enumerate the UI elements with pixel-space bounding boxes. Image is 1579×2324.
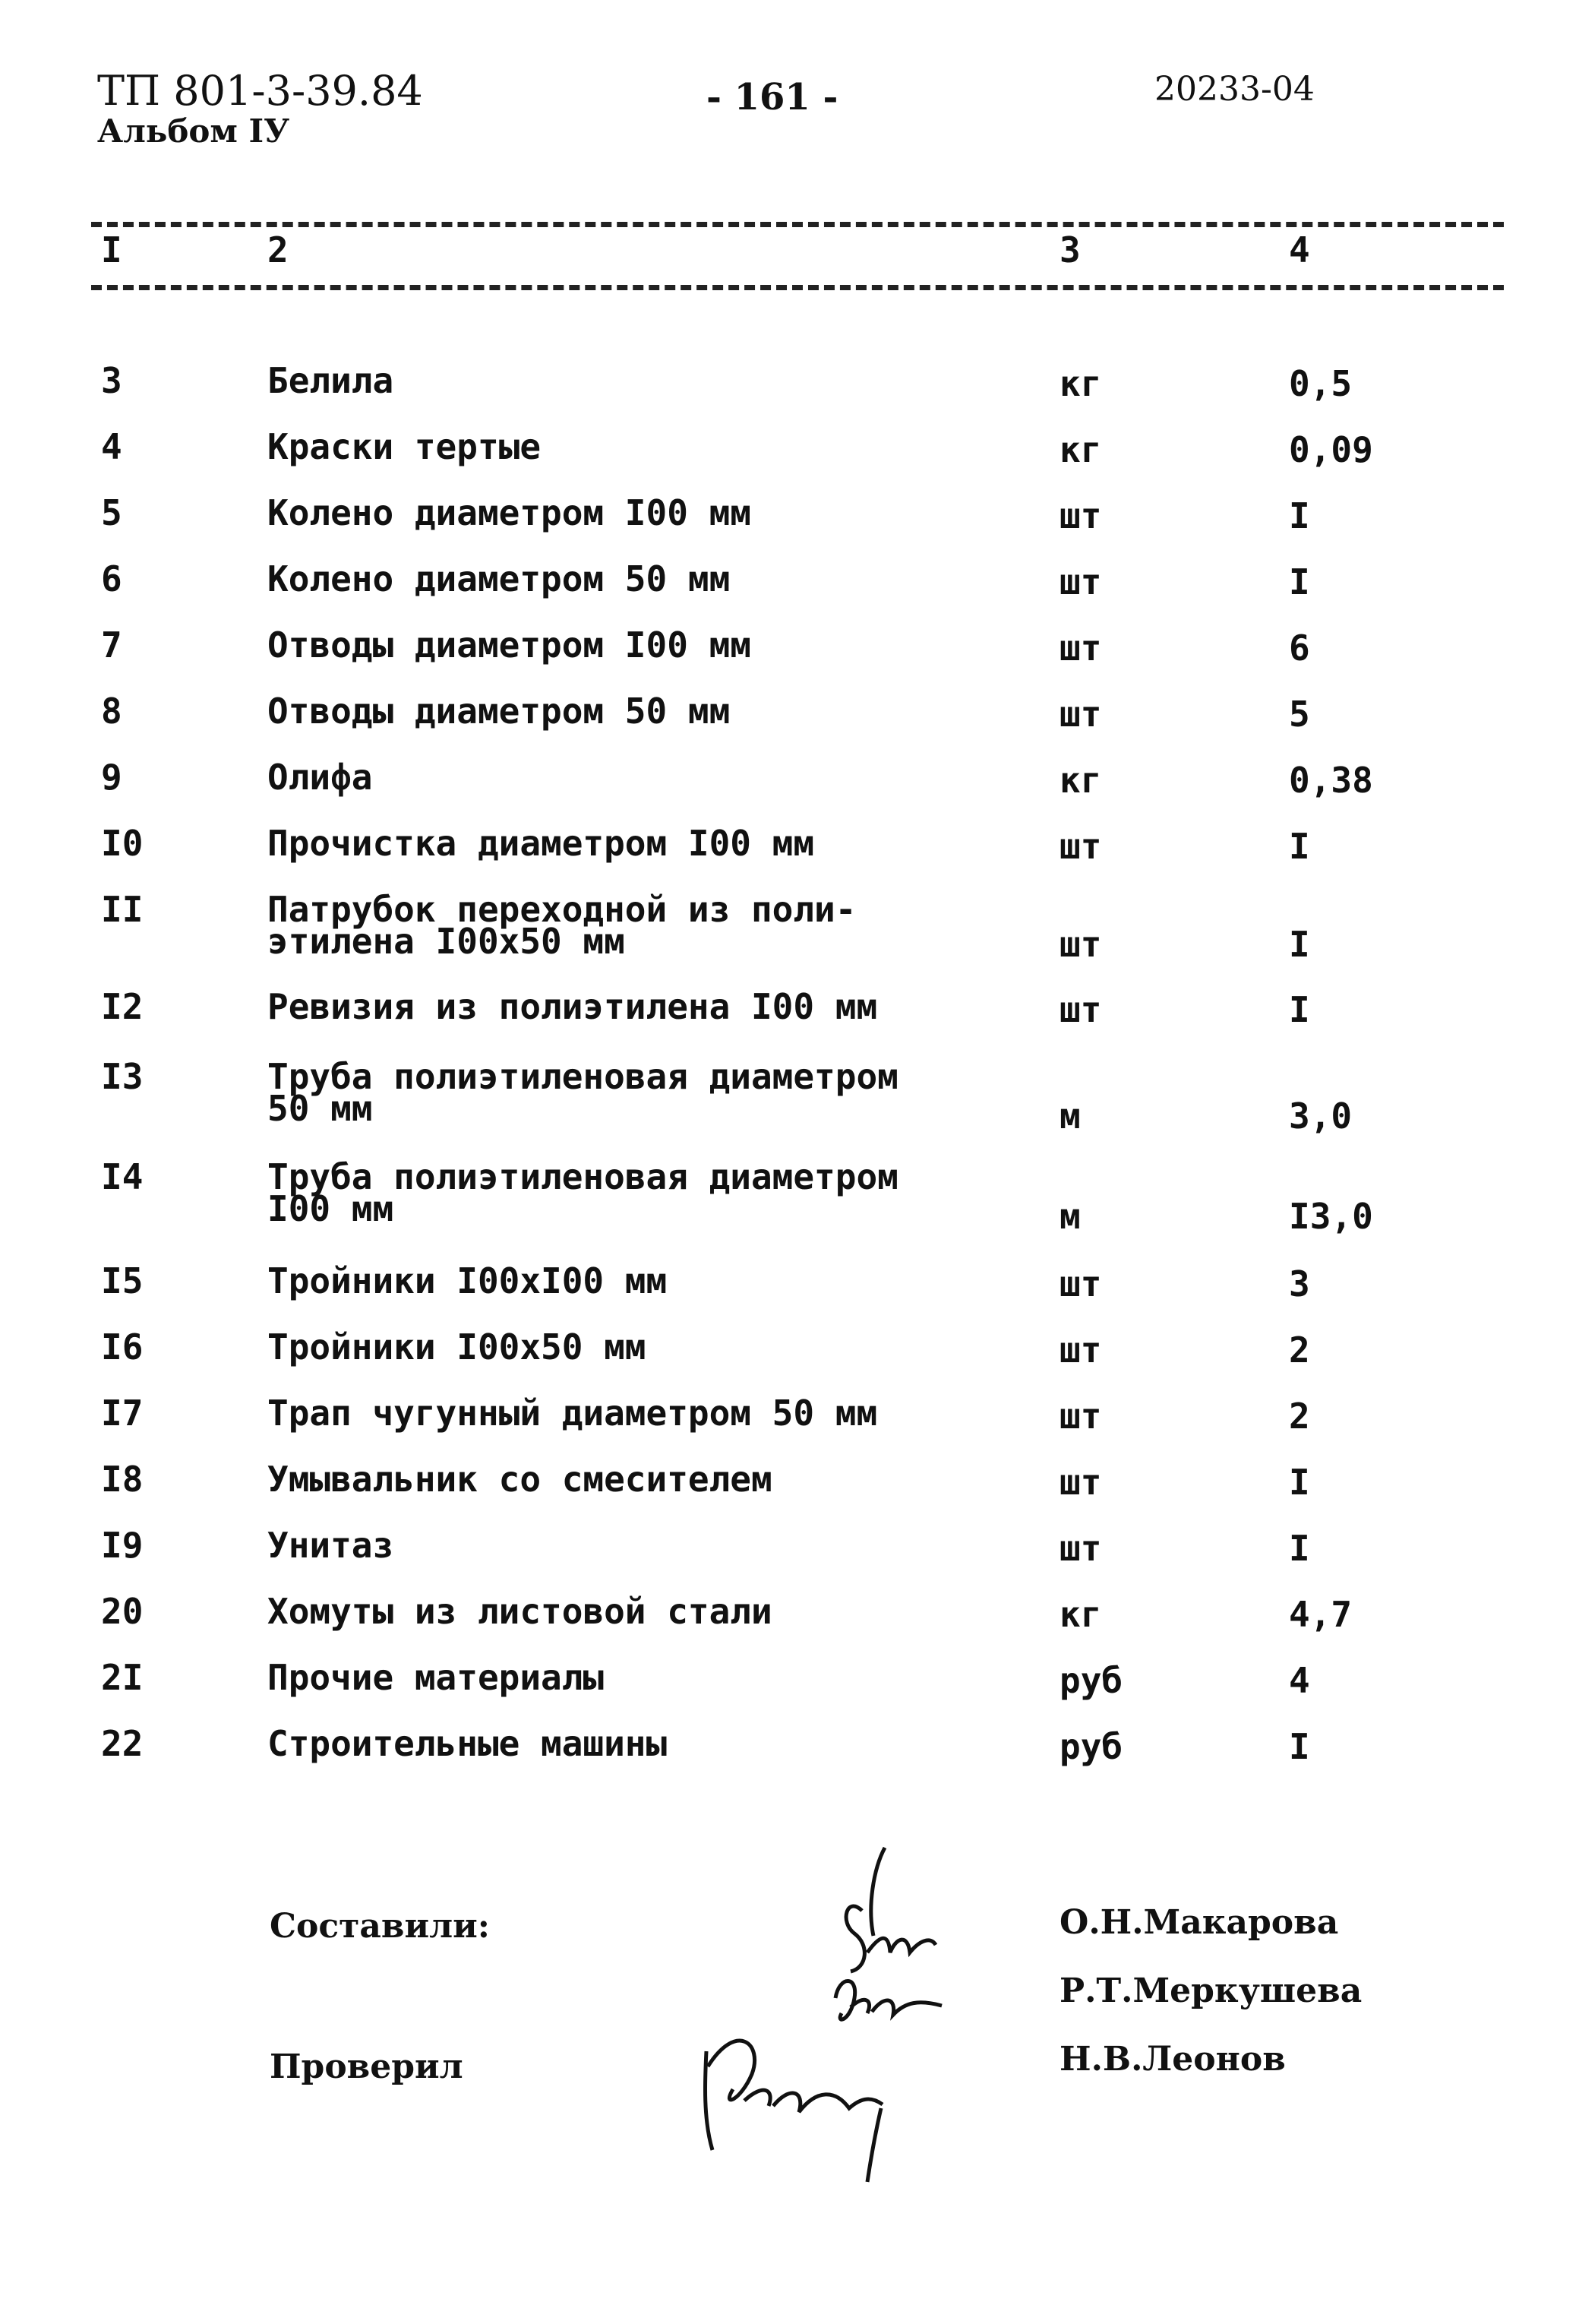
- row-name: Труба полиэтиленовая диаметром: [267, 1056, 898, 1097]
- row-name-continued: 50 мм: [267, 1088, 373, 1129]
- row-unit: шт: [1060, 1528, 1102, 1569]
- row-name: Колено диаметром 50 мм: [267, 558, 731, 599]
- row-number: I8: [101, 1459, 144, 1500]
- row-number: 5: [101, 492, 122, 533]
- row-qty: I: [1289, 989, 1310, 1030]
- row-unit: шт: [1060, 628, 1102, 669]
- row-qty: I: [1289, 1726, 1310, 1767]
- row-number: I9: [101, 1525, 144, 1566]
- reference-number: 20233-04: [1154, 70, 1315, 109]
- row-unit: руб: [1060, 1726, 1123, 1767]
- row-qty: 0,09: [1289, 429, 1373, 470]
- row-name: Тройники I00хI00 мм: [267, 1260, 668, 1301]
- row-qty: 4: [1289, 1660, 1310, 1701]
- row-unit: шт: [1060, 1330, 1102, 1371]
- header-divider-bottom: [91, 285, 1504, 290]
- row-unit: м: [1060, 1096, 1081, 1137]
- row-qty: 5: [1289, 694, 1310, 735]
- row-name: Прочие материалы: [267, 1657, 605, 1698]
- row-number: 6: [101, 558, 122, 599]
- compiled-by-label: Составили:: [270, 1907, 491, 1946]
- document-code: ТП 801-3-39.84: [97, 67, 423, 115]
- handwritten-signatures: [668, 1839, 1063, 2188]
- header-divider-top: [91, 222, 1504, 227]
- row-unit: кг: [1060, 760, 1102, 801]
- row-name-continued: I00 мм: [267, 1188, 394, 1229]
- row-name: Олифа: [267, 757, 373, 798]
- row-unit: руб: [1060, 1660, 1123, 1701]
- row-qty: 2: [1289, 1330, 1310, 1371]
- row-qty: 3: [1289, 1263, 1310, 1304]
- row-number: 3: [101, 360, 122, 401]
- row-name-continued: этилена I00х50 мм: [267, 921, 625, 962]
- row-name: Ревизия из полиэтилена I00 мм: [267, 986, 878, 1027]
- album-label: Альбом IУ: [97, 112, 290, 150]
- row-number: I4: [101, 1156, 144, 1197]
- row-name: Колено диаметром I00 мм: [267, 492, 751, 533]
- row-qty: I: [1289, 1462, 1310, 1503]
- row-number: I3: [101, 1056, 144, 1097]
- row-qty: I: [1289, 924, 1310, 965]
- row-name: Патрубок переходной из поли-: [267, 889, 857, 930]
- row-unit: кг: [1060, 1594, 1102, 1635]
- signer-name-1: О.Н.Макарова: [1060, 1903, 1339, 1942]
- row-qty: 4,7: [1289, 1594, 1353, 1635]
- row-unit: шт: [1060, 924, 1102, 965]
- row-unit: шт: [1060, 561, 1102, 602]
- row-unit: шт: [1060, 1396, 1102, 1437]
- row-number: 22: [101, 1723, 144, 1764]
- row-qty: I: [1289, 495, 1310, 536]
- row-name: Тройники I00х50 мм: [267, 1326, 646, 1368]
- column-header-4: 4: [1289, 229, 1310, 270]
- row-number: I6: [101, 1326, 144, 1368]
- row-qty: 6: [1289, 628, 1310, 669]
- row-unit: шт: [1060, 989, 1102, 1030]
- column-header-3: 3: [1060, 229, 1081, 270]
- row-number: 20: [101, 1591, 144, 1632]
- row-name: Отводы диаметром 50 мм: [267, 691, 731, 732]
- row-name: Труба полиэтиленовая диаметром: [267, 1156, 898, 1197]
- row-unit: шт: [1060, 826, 1102, 867]
- row-qty: 2: [1289, 1396, 1310, 1437]
- row-number: 2I: [101, 1657, 144, 1698]
- row-name: Прочистка диаметром I00 мм: [267, 823, 815, 864]
- row-qty: I: [1289, 826, 1310, 867]
- row-name: Трап чугунный диаметром 50 мм: [267, 1393, 878, 1434]
- row-number: 9: [101, 757, 122, 798]
- row-unit: шт: [1060, 694, 1102, 735]
- row-unit: кг: [1060, 363, 1102, 404]
- row-number: II: [101, 889, 144, 930]
- row-name: Умывальник со смесителем: [267, 1459, 772, 1500]
- row-name: Унитаз: [267, 1525, 394, 1566]
- row-unit: шт: [1060, 1263, 1102, 1304]
- checked-by-label: Проверил: [270, 2047, 463, 2086]
- row-qty: I: [1289, 561, 1310, 602]
- row-number: I7: [101, 1393, 144, 1434]
- page-number: - 161 -: [706, 76, 838, 119]
- column-header-1: I: [101, 229, 122, 270]
- row-number: 7: [101, 624, 122, 666]
- column-header-2: 2: [267, 229, 289, 270]
- row-qty: I: [1289, 1528, 1310, 1569]
- row-number: I0: [101, 823, 144, 864]
- row-qty: 0,5: [1289, 363, 1353, 404]
- row-name: Хомуты из листовой стали: [267, 1591, 772, 1632]
- row-qty: I3,0: [1289, 1196, 1373, 1237]
- row-name: Белила: [267, 360, 394, 401]
- signer-name-3: Н.В.Леонов: [1060, 2040, 1286, 2079]
- row-number: I5: [101, 1260, 144, 1301]
- row-number: I2: [101, 986, 144, 1027]
- row-number: 8: [101, 691, 122, 732]
- signer-name-2: Р.Т.Меркушева: [1060, 1971, 1363, 2010]
- row-number: 4: [101, 426, 122, 467]
- row-qty: 3,0: [1289, 1096, 1353, 1137]
- row-unit: шт: [1060, 495, 1102, 536]
- row-unit: шт: [1060, 1462, 1102, 1503]
- row-name: Строительные машины: [267, 1723, 668, 1764]
- row-qty: 0,38: [1289, 760, 1373, 801]
- row-unit: кг: [1060, 429, 1102, 470]
- row-name: Отводы диаметром I00 мм: [267, 624, 751, 666]
- row-unit: м: [1060, 1196, 1081, 1237]
- row-name: Краски тертые: [267, 426, 542, 467]
